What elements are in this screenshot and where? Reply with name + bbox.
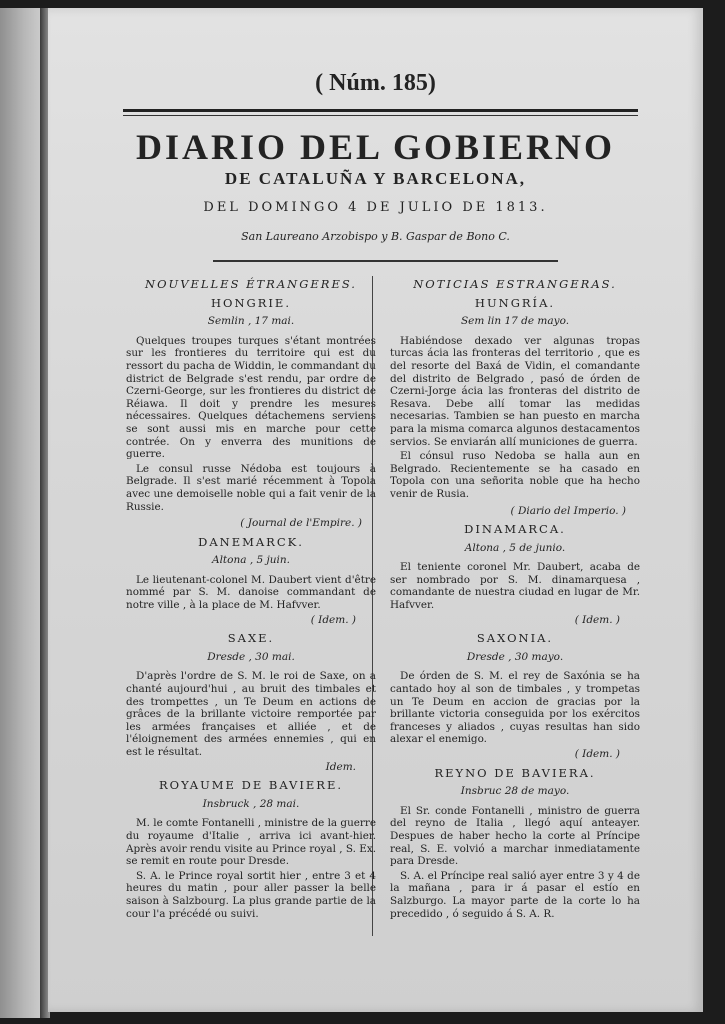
article-heading: SAXONIA. xyxy=(476,631,554,646)
masthead-subtitle: DE CATALUÑA Y BARCELONA, xyxy=(224,169,527,188)
article-heading: DINAMARCA. xyxy=(464,522,566,537)
article-source: ( Idem. ) xyxy=(310,613,356,626)
article-paragraph: D'après l'ordre de S. M. le roi de Saxe, on a chanté aujourd'hui , au bruit des timbales et des trompettes , un Te Deum en actions de grâces de la brillante victoire remportée par les armées françaises et alliée , et de l'éloignement des armées ennemies , qui en est le résultat. xyxy=(126,670,376,758)
issue-number: ( Núm. 185) xyxy=(315,70,436,96)
masthead-rule xyxy=(213,260,558,262)
article-dateline: Dresde , 30 mai. xyxy=(207,650,295,663)
article-paragraph: El Sr. conde Fontanelli , ministro de guerra del reyno de Italia , llegó aquí anteayer. Despues de haber hecho la corte al Príncipe real, S. E. volvió a marchar inmediatamente para Dresde. xyxy=(390,804,640,868)
header-rule-thin xyxy=(123,115,638,116)
french-column xyxy=(126,278,376,922)
header-rule-thick xyxy=(123,109,638,112)
section-title: NOUVELLES ÉTRANGERES. xyxy=(145,277,357,291)
masthead-title: DIARIO DEL GOBIERNO xyxy=(135,127,616,167)
article-dateline: Altona , 5 juin. xyxy=(211,554,290,567)
article-heading: HUNGRÍA. xyxy=(474,295,556,310)
article-dateline: Dresde , 30 mayo. xyxy=(466,650,564,663)
article-paragraph: Quelques troupes turques s'étant montrées sur les frontieres du territoire qui est du ressort du pacha de Widdin, le commandant du district de Belgrade s'est rendu, par ordre de Czerni-George, sur les frontieres du district de Réiawa. Il doit y prendre les mesures nécessaires. Quelques détachemens serviens se sont aussi mis en marche pour cette contrée. On y enverra des munitions de guerre. xyxy=(126,334,376,461)
article-dateline: Insbruc 28 de mayo. xyxy=(460,785,570,798)
article-paragraph: Le lieutenant-colonel M. Daubert vient d'être nommé par S. M. danoise commandant de notre ville , à la place de M. Hafvver. xyxy=(126,573,376,612)
saints-of-day: San Laureano Arzobispo y B. Gaspar de Bono C. xyxy=(241,230,510,243)
article-paragraph: Habiéndose dexado ver algunas tropas turcas ácia las fronteras del territorio , que es del resorte del Baxá de Vidin, el comandante del distrito de Belgrado , pasó de órden de Czerni-Jorge ácia las fronteras del distrito de Resava. Debe allí tomar las medidas necesarias. Tambien se han puesto en marcha para la misma comarca algunos destacamentos servios. Se enviarán allí municiones de guerra. xyxy=(390,334,640,448)
article-dateline: Insbruck , 28 mai. xyxy=(202,797,300,810)
article-paragraph: De órden de S. M. el rey de Saxónia se ha cantado hoy al son de timbales , y trompetas un Te Deum en accion de gracias por la brillante victoria conseguida por los exércitos franceses y aliados , cuyas resultas han sido alexar el enemigo. xyxy=(390,670,640,746)
article-paragraph: S. A. le Prince royal sortit hier , entre 3 et 4 heures du matin , pour aller passer la belle saison à Salzbourg. La plus grande partie de la cour l'a précédé ou suivi. xyxy=(126,869,376,920)
article-source: ( Idem. ) xyxy=(574,748,620,760)
article-paragraph: Le consul russe Nédoba est toujours à Belgrade. Il s'est marié récemment à Topola avec une demoiselle noble qui a fait venir de la Russie. xyxy=(126,462,376,513)
dateline: DEL DOMINGO 4 DE JULIO DE 1813. xyxy=(203,200,548,215)
article-paragraph: El cónsul ruso Nedoba se halla aun en Belgrado. Recientemente se ha casado en Topola con una señorita noble que ha hecho venir de Rusia. xyxy=(390,450,640,500)
newspaper-page xyxy=(48,8,703,1012)
left-page-edge xyxy=(0,8,44,1018)
article-source: Idem. xyxy=(325,760,356,773)
article-source: ( Diario del Imperio. ) xyxy=(510,504,626,517)
article-dateline: Semlin , 17 mai. xyxy=(207,315,295,328)
article-heading: SAXE. xyxy=(227,631,275,646)
article-heading: REYNO DE BAVIERA. xyxy=(434,765,596,780)
article-source: ( Journal de l'Empire. ) xyxy=(240,517,362,530)
spanish-column xyxy=(390,278,640,922)
article-paragraph: El teniente coronel Mr. Daubert, acaba de ser nombrado por S. M. dinamarquesa , comandante de nuestra ciudad en lugar de Mr. Hafvver. xyxy=(390,561,640,612)
article-heading: ROYAUME DE BAVIERE. xyxy=(158,778,343,793)
article-heading: HONGRIE. xyxy=(211,295,291,310)
section-title: NOTICIAS ESTRANGERAS. xyxy=(413,277,617,291)
article-dateline: Altona , 5 de junio. xyxy=(464,541,566,554)
article-heading: DANEMARCK. xyxy=(198,534,304,549)
article-paragraph: M. le comte Fontanelli , ministre de la guerre du royaume d'Italie , arriva ici avant-hier. Après avoir rendu visite au Prince royal , S. Ex. se remit en route pour Dresde. xyxy=(126,817,376,868)
article-paragraph: S. A. el Príncipe real salió ayer entre 3 y 4 de la mañana , para ir á pasar el estío en Salzburgo. La mayor parte de la corte lo ha precedido , ó seguido á S. A. R. xyxy=(390,869,640,920)
article-dateline: Sem lin 17 de mayo. xyxy=(460,315,570,328)
article-source: ( Idem. ) xyxy=(574,613,620,626)
